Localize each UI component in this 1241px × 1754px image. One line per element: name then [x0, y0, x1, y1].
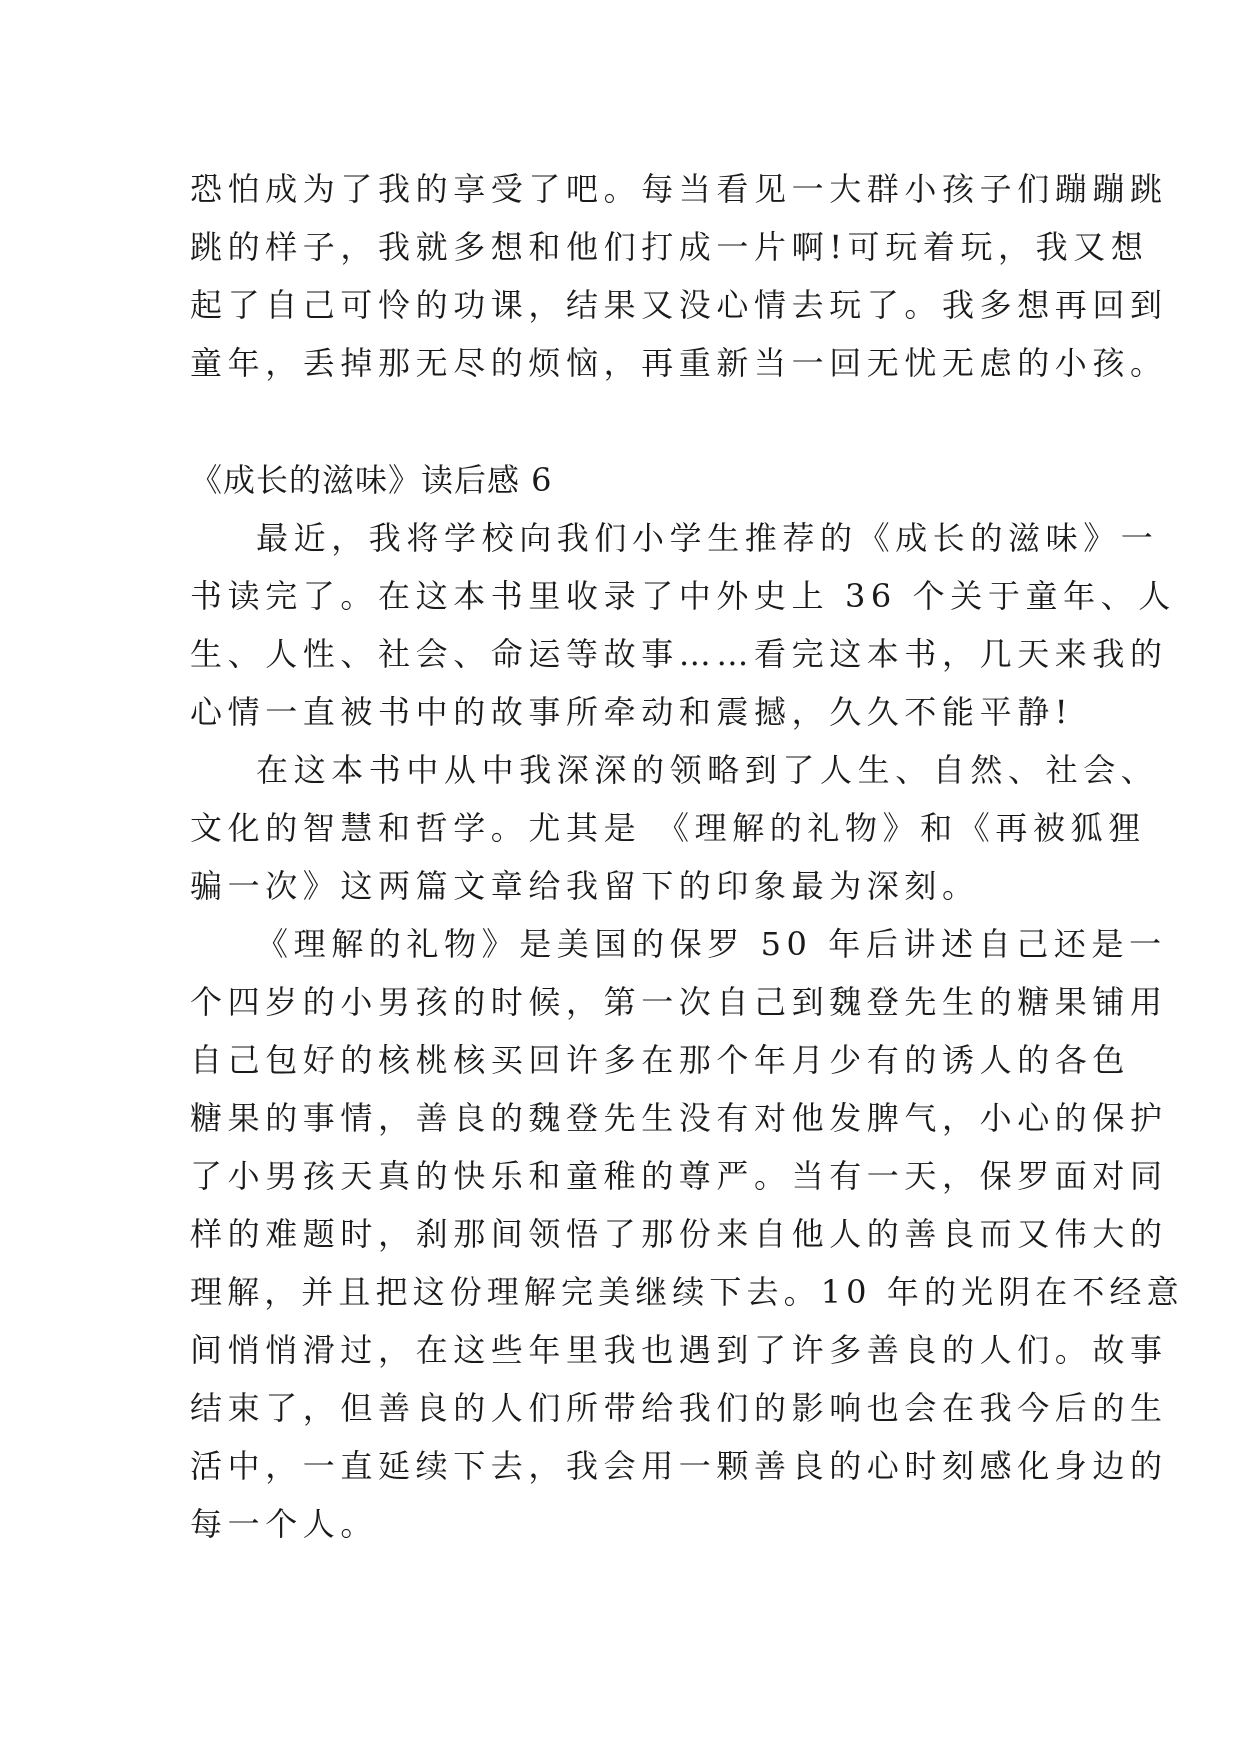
- paragraph1-line-2: 书读完了。在这本书里收录了中外史上 36 个关于童年、人: [190, 577, 1176, 615]
- paragraph2-line-3: 骗一次》这两篇文章给我留下的印象最为深刻。: [190, 867, 980, 905]
- paragraph3-line-1: 《理解的礼物》是美国的保罗 50 年后讲述自己还是一: [256, 925, 1167, 963]
- section-title: 《成长的滋味》读后感 6: [190, 461, 553, 499]
- paragraph1-line-3: 生、人性、社会、命运等故事……看完这本书，几天来我的: [190, 635, 1168, 673]
- paragraph3-line-11: 每一个人。: [190, 1505, 379, 1543]
- paragraph3-line-3: 自己包好的核桃核买回许多在那个年月少有的诱人的各色: [190, 1041, 1131, 1079]
- intro-line-2: 跳的样子，我就多想和他们打成一片啊!可玩着玩，我又想: [190, 228, 1149, 266]
- paragraph3-line-7: 理解，并且把这份理解完美继续下去。10 年的光阴在不经意: [190, 1273, 1184, 1311]
- paragraph3-line-4: 糖果的事情，善良的魏登先生没有对他发脾气，小心的保护: [190, 1099, 1168, 1137]
- intro-line-3: 起了自己可怜的功课，结果又没心情去玩了。我多想再回到: [190, 286, 1168, 324]
- paragraph1-line-1: 最近，我将学校向我们小学生推荐的《成长的滋味》一: [256, 519, 1159, 557]
- paragraph2-line-2: 文化的智慧和哲学。尤其是 《理解的礼物》和《再被狐狸: [190, 809, 1146, 847]
- paragraph2-line-1: 在这本书中从中我深深的领略到了人生、自然、社会、: [256, 751, 1159, 789]
- paragraph3-line-9: 结束了，但善良的人们所带给我们的影响也会在我今后的生: [190, 1389, 1168, 1427]
- paragraph1-line-4: 心情一直被书中的故事所牵动和震撼，久久不能平静!: [190, 693, 1074, 731]
- intro-line-1: 恐怕成为了我的享受了吧。每当看见一大群小孩子们蹦蹦跳: [190, 170, 1168, 208]
- intro-line-4: 童年，丢掉那无尽的烦恼，再重新当一回无忧无虑的小孩。: [190, 344, 1168, 382]
- paragraph3-line-2: 个四岁的小男孩的时候，第一次自己到魏登先生的糖果铺用: [190, 983, 1168, 1021]
- paragraph3-line-6: 样的难题时，刹那间领悟了那份来自他人的善良而又伟大的: [190, 1215, 1168, 1253]
- paragraph3-line-8: 间悄悄滑过，在这些年里我也遇到了许多善良的人们。故事: [190, 1331, 1168, 1369]
- paragraph3-line-5: 了小男孩天真的快乐和童稚的尊严。当有一天，保罗面对同: [190, 1157, 1168, 1195]
- paragraph3-line-10: 活中，一直延续下去，我会用一颗善良的心时刻感化身边的: [190, 1447, 1168, 1485]
